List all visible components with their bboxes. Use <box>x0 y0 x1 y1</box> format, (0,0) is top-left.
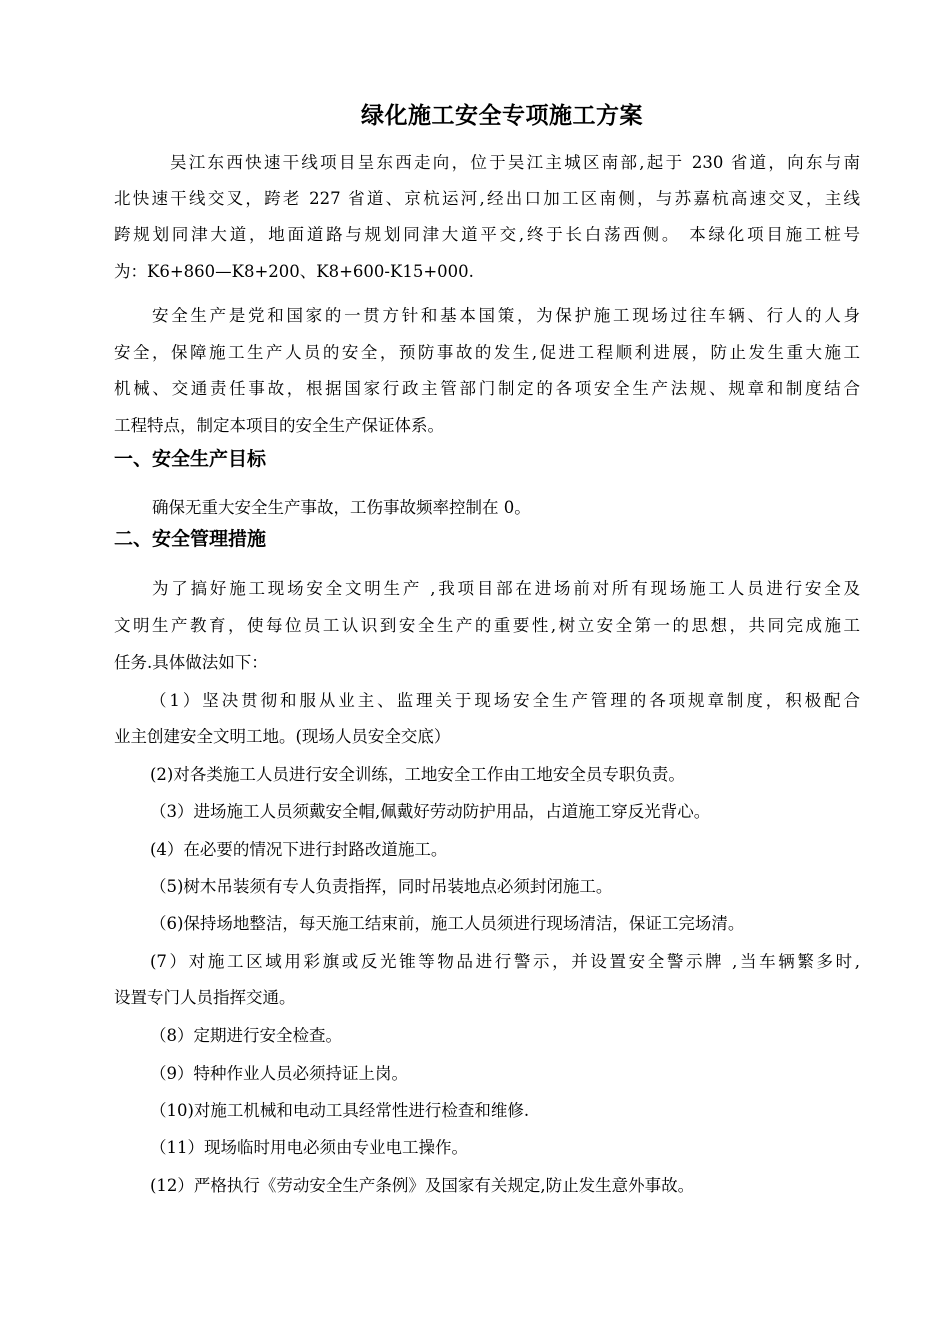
paragraph-line: 为：K6+860—K8+200、K8+600-K15+000. <box>114 262 474 281</box>
list-item-continuation: 业主创建安全文明工地。(现场人员安全交底） <box>114 727 451 746</box>
section-heading-safety-goal: 一、安全生产目标 <box>114 448 267 470</box>
paragraph-line: 跨规划同津大道，地面道路与规划同津大道平交,终于长白荡西侧。 本绿化项目施工桩号 <box>114 225 860 244</box>
paragraph-line: 任务.具体做法如下： <box>114 653 268 672</box>
document-title: 绿化施工安全专项施工方案 <box>361 102 643 129</box>
paragraph-line: 确保无重大安全生产事故，工伤事故频率控制在 0。 <box>152 498 531 517</box>
paragraph-line: 机械、交通责任事故，根据国家行政主管部门制定的各项安全生产法规、规章和制度结合 <box>114 379 860 398</box>
list-item: （10)对施工机械和电动工具经常性进行检查和维修. <box>150 1101 530 1120</box>
list-item: （8）定期进行安全检查。 <box>150 1026 342 1045</box>
paragraph-line: 吴江东西快速干线项目呈东西走向，位于吴江主城区南部,起于 230 省道，向东与南 <box>170 153 860 172</box>
paragraph-line: 工程特点，制定本项目的安全生产保证体系。 <box>114 416 444 435</box>
paragraph-line: 文明生产教育，使每位员工认识到安全生产的重要性,树立安全第一的思想，共同完成施工 <box>114 616 860 635</box>
list-item: (4）在必要的情况下进行封路改道施工。 <box>150 840 448 859</box>
paragraph-line: 北快速干线交叉，跨老 227 省道、京杭运河,经出口加工区南侧，与苏嘉杭高速交叉，主线 <box>114 189 860 208</box>
list-item: （3）进场施工人员须戴安全帽,佩戴好劳动防护用品，占道施工穿反光背心。 <box>150 802 711 821</box>
list-item: （1）坚决贯彻和服从业主、监理关于现场安全生产管理的各项规章制度，积极配合 <box>150 691 860 710</box>
list-item: (2)对各类施工人员进行安全训练，工地安全工作由工地安全员专职负责。 <box>150 765 685 784</box>
list-item: (12）严格执行《劳动安全生产条例》及国家有关规定,防止发生意外事故。 <box>150 1176 695 1195</box>
list-item: （6)保持场地整洁，每天施工结束前，施工人员须进行现场清洁，保证工完场清。 <box>150 914 745 933</box>
list-item: （5)树木吊装须有专人负责指挥，同时吊装地点必须封闭施工。 <box>150 877 613 896</box>
paragraph-line: 安全，保障施工生产人员的安全，预防事故的发生,促进工程顺利进展，防止发生重大施工 <box>114 343 860 362</box>
list-item-continuation: 设置专门人员指挥交通。 <box>114 988 296 1007</box>
list-item: (7）对施工区域用彩旗或反光锥等物品进行警示，并设置安全警示牌 ,当车辆繁多时, <box>150 952 860 971</box>
list-item: （11）现场临时用电必须由专业电工操作。 <box>150 1138 468 1157</box>
list-item: （9）特种作业人员必须持证上岗。 <box>150 1064 408 1083</box>
paragraph-line: 为了搞好施工现场安全文明生产 ,我项目部在进场前对所有现场施工人员进行安全及 <box>152 579 860 598</box>
paragraph-line: 安全生产是党和国家的一贯方针和基本国策，为保护施工现场过往车辆、行人的人身 <box>152 306 860 325</box>
section-heading-safety-measures: 二、安全管理措施 <box>114 528 267 550</box>
